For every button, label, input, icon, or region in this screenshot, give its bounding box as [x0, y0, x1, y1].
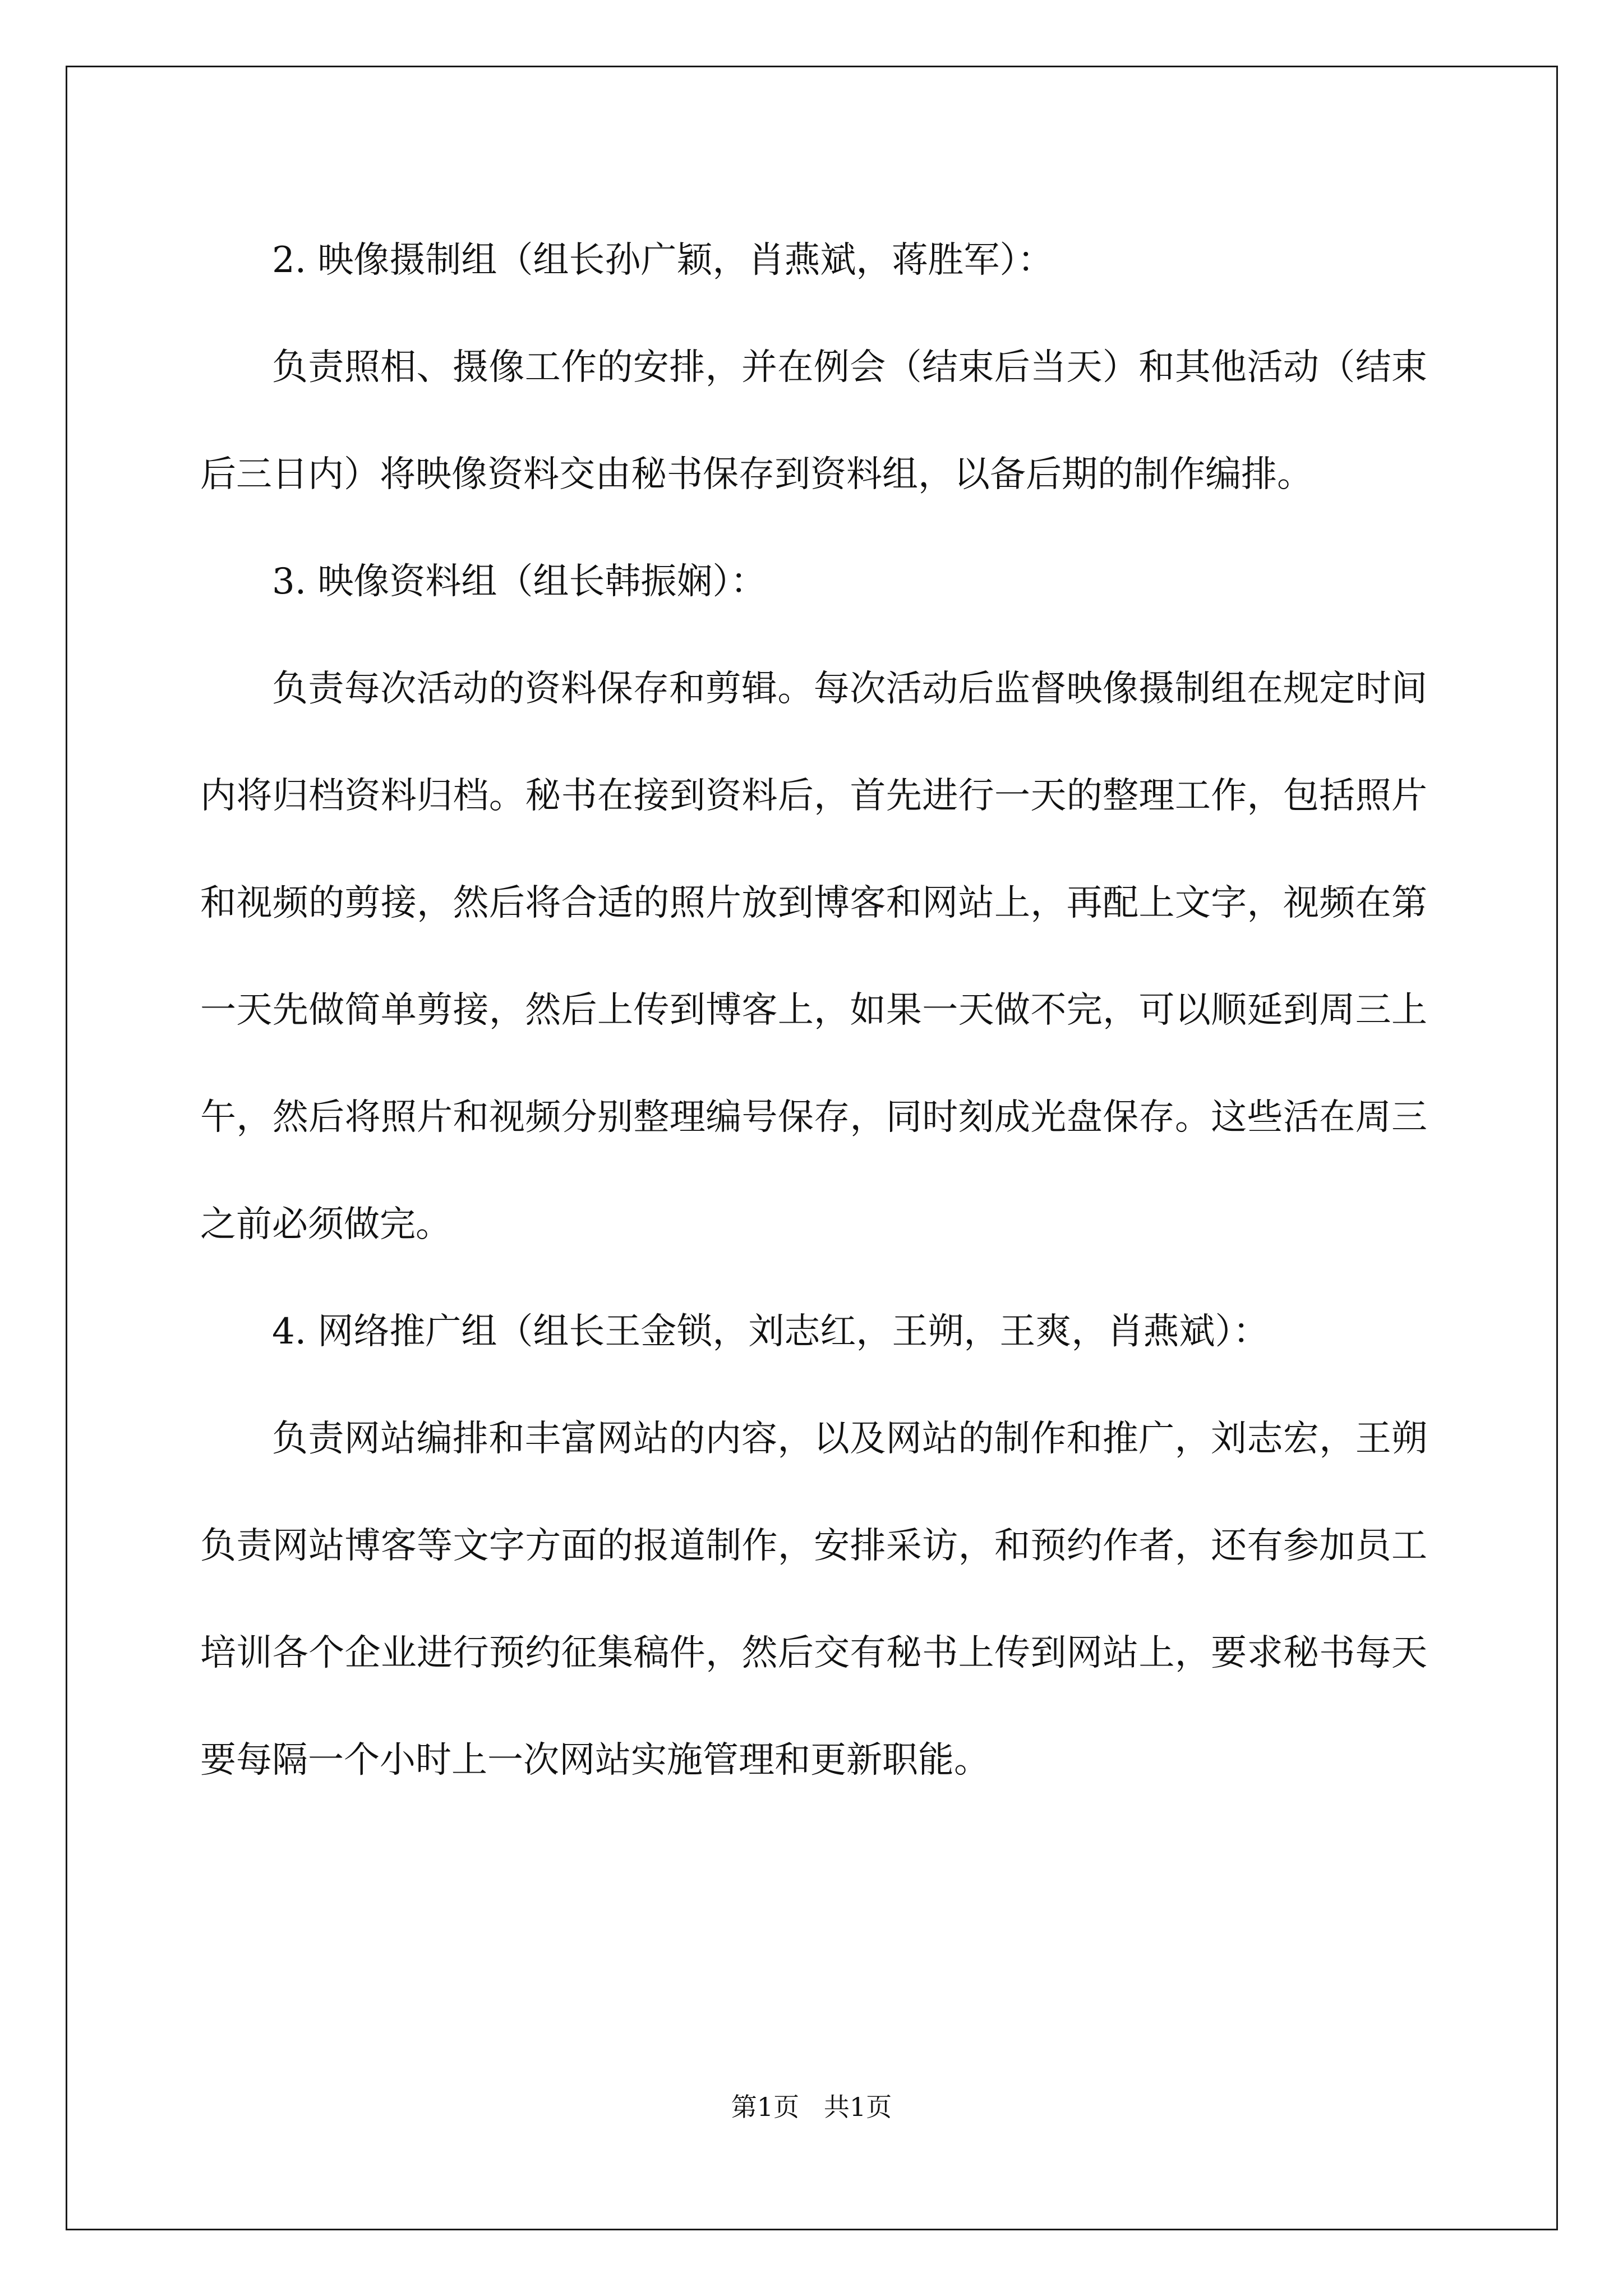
paragraph-3-body: 负责每次活动的资料保存和剪辑。每次活动后监督映像摄制组在规定时间内将归档资料归档。秘书在接到资料后，首先进行一天的整理工作，包括照片和视频的剪接，然后将合适的照片放到博客和网站上，再配上文字，视频在第一天先做简单剪接，然后上传到博客上，如果一天做不完，可以顺延到周三上午，然后将照片和视频分别整理编号保存，同时刻成光盘保存。这些活在周三之前必须做完。 [200, 668, 1427, 1245]
paragraph-4-body: 负责网站编排和丰富网站的内容，以及网站的制作和推广，刘志宏，王朔负责网站博客等文字方面的报道制作，安排采访，和预约作者，还有参加员工培训各个企业进行预约征集稿件，然后交有秘书上传到网站上，要求秘书每天要每隔一个小时上一次网站实施管理和更新职能。 [200, 1418, 1427, 1781]
section-heading-4: 4. 网络推广组（组长王金锁，刘志红，王朔，王爽，肖燕斌）： [272, 1311, 1269, 1352]
section-heading-3: 3. 映像资料组（组长韩振娴）： [272, 561, 767, 602]
page-footer: 第1页 共1页 [731, 2092, 892, 2122]
section-heading-2: 2. 映像摄制组（组长孙广颖，肖燕斌，蒋胜军）： [272, 240, 1054, 281]
document-body [200, 207, 1427, 1814]
paragraph-2-body: 负责照相、摄像工作的安排，并在例会（结束后当天）和其他活动（结束后三日内）将映像资料交由秘书保存到资料组，以备后期的制作编排。 [200, 347, 1427, 495]
